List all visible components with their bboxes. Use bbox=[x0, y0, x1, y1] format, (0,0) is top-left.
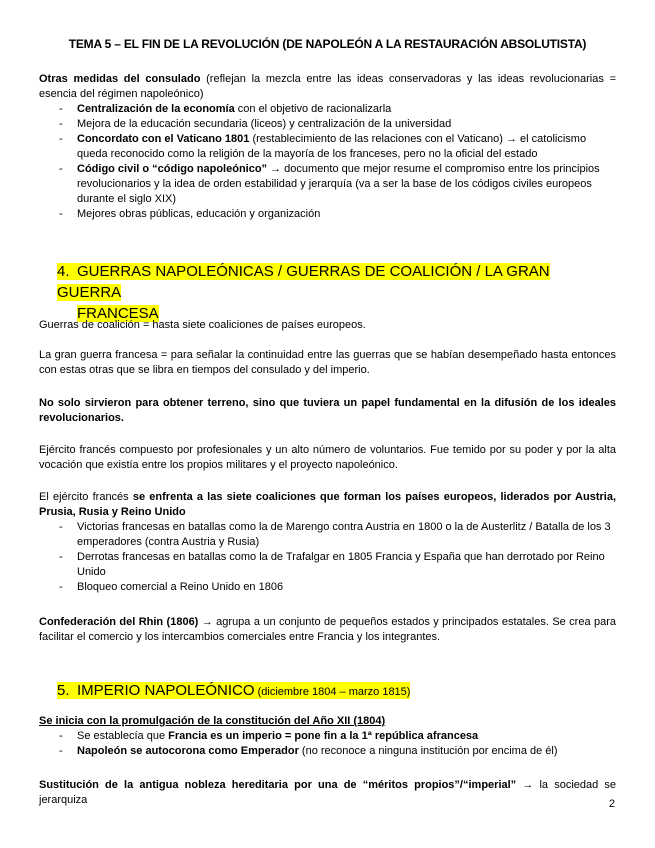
list-item: - Concordato con el Vaticano 1801 (restablecimiento de las relaciones con el Vaticano) → el catolicismo queda reconocido como la religión de la mayoría de los franceses, pero no la oficial del estado bbox=[39, 132, 616, 162]
list-item: - Napoleón se autocorona como Emperador (no reconoce a ninguna institución por encima de él) bbox=[39, 744, 616, 759]
list-item: - Victorias francesas en batallas como la de Marengo contra Austria en 1800 o la de Austerlitz / Batalla de los 3 emperadores (contra Austria y Rusia) bbox=[39, 520, 616, 550]
list-item: - Derrotas francesas en batallas como la de Trafalgar en 1805 Francia y España que han derrotado por Reino Unido bbox=[39, 550, 616, 580]
document-title: TEMA 5 – EL FIN DE LA REVOLUCIÓN (DE NAPOLEÓN A LA RESTAURACIÓN ABSOLUTISTA) bbox=[68, 37, 587, 51]
section-4-body bbox=[39, 318, 616, 333]
list-item: - Mejores obras públicas, educación y organización bbox=[39, 207, 616, 222]
list-item: - Se establecía que Francia es un imperio = pone fin a la 1ª república afrancesa bbox=[39, 729, 616, 744]
list-item: - Código civil o “código napoleónico” → documento que mejor resume el compromiso entre los principios revolucionarios y la idea de orden estabilidad y jerarquía (va a ser la base de los códigos civiles europeos durante el siglo XIX) bbox=[39, 162, 616, 207]
list-item: - Centralización de la economía con el objetivo de racionalizarla bbox=[39, 102, 616, 117]
consulado-intro: Otras medidas del consulado (reflejan la mezcla entre las ideas conservadoras y las ideas revolucionarias = esencia del régimen napoleónico) bbox=[39, 73, 616, 100]
list-item: - Bloqueo comercial a Reino Unido en 1806 bbox=[39, 580, 616, 595]
paragraph: Confederación del Rhin (1806) → agrupa a un conjunto de pequeños estados y principados estatales. Se crea para facilitar el comercio y los intercambios comerciales entre Francia y los integrantes. bbox=[39, 616, 616, 643]
paragraph: Sustitución de la antigua nobleza hereditaria por una de “méritos propios”/“imperial” → la sociedad se jerarquiza bbox=[39, 779, 617, 806]
battles-list bbox=[39, 520, 616, 595]
paragraph: Ejército francés compuesto por profesionales y un alto número de voluntarios. Fue temido por su poder y por la alta vocación que existía entre los propios militares y el proyecto napoleónico. bbox=[39, 444, 616, 471]
section-5-heading: 5. IMPERIO NAPOLEÓNICO (diciembre 1804 – marzo 1815) bbox=[57, 682, 411, 699]
imperio-list bbox=[39, 729, 616, 759]
paragraph: La gran guerra francesa = para señalar la continuidad entre las guerras que se habían desempeñado hasta entonces con estas otras que se libra en tiempos del consulado y del imperio. bbox=[39, 349, 616, 376]
consulado-list bbox=[39, 102, 616, 222]
coalitions-block bbox=[39, 490, 616, 595]
consulado-section bbox=[39, 72, 616, 222]
section-5-body bbox=[39, 714, 616, 759]
paragraph: El ejército francés se enfrenta a las siete coaliciones que forman los países europeos, liderados por Austria, Prusia, Rusia y Reino Unido bbox=[39, 491, 616, 518]
paragraph-bold: No solo sirvieron para obtener terreno, sino que tuviera un papel fundamental en la difusión de los ideales revolucionarios. bbox=[39, 397, 616, 424]
list-item: - Mejora de la educación secundaria (liceos) y centralización de la universidad bbox=[39, 117, 616, 132]
sub-heading: Se inicia con la promulgación de la constitución del Año XII (1804) bbox=[39, 715, 386, 727]
paragraph: Guerras de coalición = hasta siete coaliciones de países europeos. bbox=[39, 319, 366, 331]
page-number: 2 bbox=[608, 798, 615, 810]
section-4-heading: 4. GUERRAS NAPOLEÓNICAS / GUERRAS DE COALICIÓN / LA GRAN GUERRA FRANCESA bbox=[57, 263, 550, 322]
